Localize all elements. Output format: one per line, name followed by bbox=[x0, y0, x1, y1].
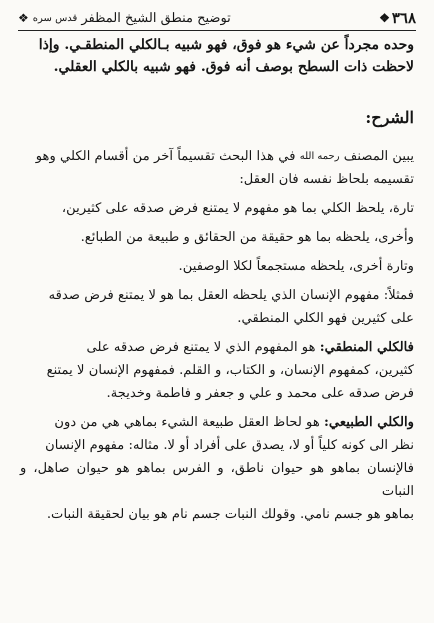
term: فالكلي المنطقي: bbox=[319, 340, 414, 355]
text-span: في هذا البحث تقسيماً آخر من أقسام الكلي وهو bbox=[35, 149, 296, 164]
paragraph: وتارة أخرى، يلحظه مستجمعاً لكلا الوصفين. bbox=[178, 259, 414, 274]
text-span: تقسيمه بلحاظ نفسه فان العقل: bbox=[239, 172, 414, 187]
paragraph bbox=[20, 336, 414, 405]
running-header bbox=[18, 6, 416, 30]
ornament-icon: ❖ bbox=[379, 11, 390, 25]
section-heading: الشرح: bbox=[365, 108, 414, 127]
header-rule bbox=[18, 30, 416, 31]
paragraph bbox=[20, 284, 414, 330]
term: والكلي الطبيعي: bbox=[324, 415, 414, 430]
paragraph: تارة، يلحظ الكلي بما هو مفهوم لا يمتنع فرض صدقه على كثيرين، bbox=[61, 201, 414, 216]
text-span: نظر الى كونه كلياً أو لا، يصدق على أفراد أو لا. مثاله: مفهوم الإنسان bbox=[45, 438, 414, 453]
text-span: يبين المصنف bbox=[343, 149, 414, 164]
running-title bbox=[18, 11, 231, 26]
paragraph: وأخرى، يلحظه بما هو حقيقة من الحقائق و طبيعة من الطبائع. bbox=[80, 230, 414, 245]
text-span: على كثيرين فهو الكلي المنطقي. bbox=[237, 311, 414, 326]
text-span: كثيرين، كمفهوم الإنسان، و الكتاب، و القلم. فمفهوم الإنسان لا يمتنع bbox=[46, 363, 414, 378]
page-number-text: ٣٦٨ bbox=[391, 9, 416, 27]
honorific: رحمه الله bbox=[299, 151, 340, 162]
paragraph bbox=[20, 145, 414, 191]
ornament-icon: ❖ bbox=[18, 11, 29, 25]
page-number bbox=[379, 9, 416, 27]
text-span: فمثلاً: مفهوم الإنسان الذي يلحظه العقل بما هو لا يمتنع فرض صدقه bbox=[48, 288, 414, 303]
text-span: بماهو هو جسم نامي. وقولك النبات جسم نام هو بيان لحقيقة النبات. bbox=[46, 507, 414, 522]
intro-line: لاحظت ذات السطح بوصف أنه فوق. فهو شبيه بالكلي العقلي. bbox=[53, 59, 414, 75]
paragraph bbox=[20, 411, 414, 526]
text-span: فرض صدقه على محمد و علي و جعفر و فاطمة وخديجة. bbox=[106, 386, 414, 401]
intro-line: وحده مجرداً عن شيء هو فوق، فهو شبيه بـالكلي المنطقـي. وإذا bbox=[38, 37, 414, 53]
text-span: هو لحاظ العقل طبيعة الشيء بماهي هي من دون bbox=[54, 415, 320, 430]
page-body bbox=[20, 34, 414, 532]
running-title-text: توضيح منطق الشيخ المظفر bbox=[81, 10, 231, 26]
text-span: فالإنسان بماهو هو حيوان ناطق، و الفرس بماهو هو حيوان صاهل، و النبات bbox=[20, 461, 414, 499]
title-honorific: قدس سره bbox=[32, 12, 78, 24]
text-span: هو المفهوم الذي لا يمتنع فرض صدقه على bbox=[86, 340, 316, 355]
intro-text bbox=[20, 34, 414, 78]
